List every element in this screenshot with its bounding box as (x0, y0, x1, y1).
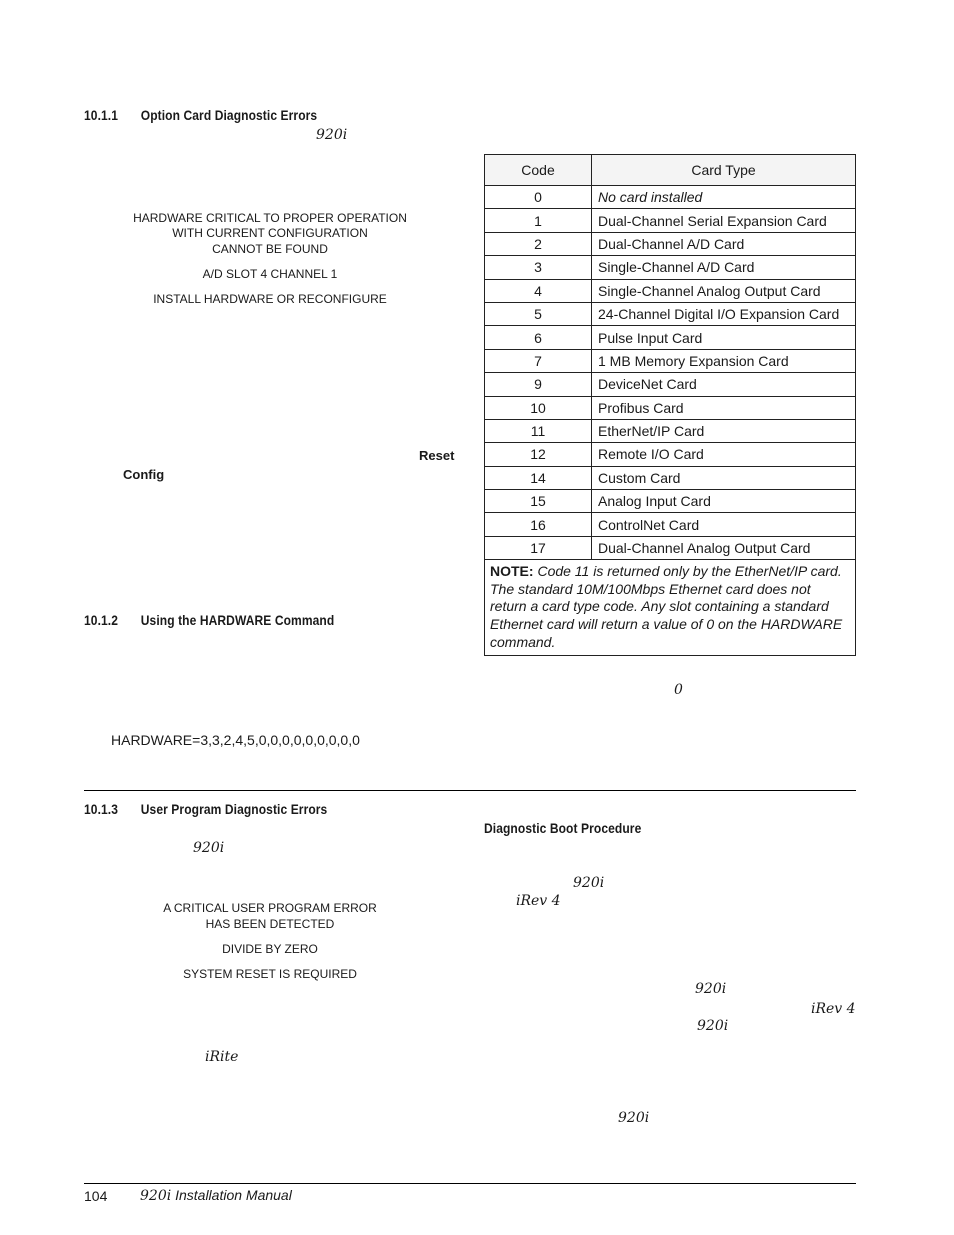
table-row (485, 279, 856, 302)
card-type-cell: ControlNet Card (592, 513, 856, 536)
product-name: 920i (618, 1110, 650, 1126)
table-row (485, 513, 856, 536)
table-row (485, 536, 856, 559)
zero-value: 0 (674, 682, 683, 698)
card-type-cell: 1 MB Memory Expansion Card (592, 349, 856, 372)
error-line: SYSTEM RESET IS REQUIRED (183, 967, 357, 981)
card-code-cell: 12 (485, 443, 592, 466)
footer-manual: Installation Manual (175, 1187, 292, 1203)
table-row (485, 419, 856, 442)
irite-name: iRite (205, 1049, 239, 1065)
hardware-command-example: HARDWARE=3,3,2,4,5,0,0,0,0,0,0,0,0,0 (111, 732, 360, 748)
table-row (485, 256, 856, 279)
irev-name: iRev 4 (516, 893, 561, 909)
column-header-card-type: Card Type (592, 155, 856, 186)
card-type-cell: Remote I/O Card (592, 443, 856, 466)
card-type-cell: Pulse Input Card (592, 326, 856, 349)
card-code-cell: 6 (485, 326, 592, 349)
error-line: INSTALL HARDWARE OR RECONFIGURE (153, 292, 387, 306)
table-row (485, 466, 856, 489)
table-row (485, 302, 856, 325)
card-code-cell: 14 (485, 466, 592, 489)
config-softkey-label: Config (123, 467, 165, 482)
error-line: CANNOT BE FOUND (212, 242, 328, 256)
card-type-cell: Analog Input Card (592, 490, 856, 513)
table-row (485, 373, 856, 396)
product-name: 920i (573, 875, 605, 891)
card-type-cell: No card installed (592, 186, 856, 209)
error-line: DIVIDE BY ZERO (222, 942, 318, 956)
note-label: NOTE: (490, 563, 534, 580)
section-heading-10-1-3: 10.1.3 User Program Diagnostic Errors (84, 801, 328, 817)
card-code-cell: 2 (485, 232, 592, 255)
table-row (485, 232, 856, 255)
card-code-cell: 1 (485, 209, 592, 232)
card-type-cell: Single-Channel A/D Card (592, 256, 856, 279)
product-name: 920i (697, 1018, 729, 1034)
card-code-cell: 15 (485, 490, 592, 513)
footer-product: 920i (140, 1188, 172, 1204)
diagnostic-boot-heading: Diagnostic Boot Procedure (484, 820, 642, 836)
table-header-row (485, 155, 856, 186)
error-line: HARDWARE CRITICAL TO PROPER OPERATION (133, 211, 407, 225)
card-code-cell: 17 (485, 536, 592, 559)
error-line: A/D SLOT 4 CHANNEL 1 (202, 267, 338, 281)
card-code-cell: 9 (485, 373, 592, 396)
table-row (485, 209, 856, 232)
product-name: 920i (695, 981, 727, 997)
table-row (485, 396, 856, 419)
card-code-cell: 11 (485, 419, 592, 442)
card-code-cell: 3 (485, 256, 592, 279)
card-code-cell: 0 (485, 186, 592, 209)
card-type-cell: Profibus Card (592, 396, 856, 419)
card-type-cell: Dual-Channel Serial Expansion Card (592, 209, 856, 232)
card-type-table (484, 154, 856, 656)
section-heading-10-1-2: 10.1.2 Using the HARDWARE Command (84, 612, 335, 628)
card-type-cell: Single-Channel Analog Output Card (592, 279, 856, 302)
irev-name: iRev 4 (811, 1001, 856, 1017)
table-note-row (485, 560, 856, 656)
table-row (485, 490, 856, 513)
card-code-cell: 4 (485, 279, 592, 302)
product-name: 920i (316, 127, 348, 143)
card-type-cell: DeviceNet Card (592, 373, 856, 396)
error-line: WITH CURRENT CONFIGURATION (172, 226, 368, 240)
card-type-cell: Custom Card (592, 466, 856, 489)
table-row (485, 326, 856, 349)
card-code-cell: 16 (485, 513, 592, 536)
footer-title (140, 1187, 292, 1204)
reset-softkey-label: Reset (419, 448, 455, 463)
product-name: 920i (193, 840, 225, 856)
page-number: 104 (84, 1188, 108, 1204)
column-header-code: Code (485, 155, 592, 186)
card-type-cell: 24-Channel Digital I/O Expansion Card (592, 302, 856, 325)
table-note (485, 560, 856, 656)
card-code-cell: 5 (485, 302, 592, 325)
card-type-cell: EtherNet/IP Card (592, 419, 856, 442)
table-row (485, 443, 856, 466)
error-line: HAS BEEN DETECTED (205, 917, 335, 931)
card-code-cell: 10 (485, 396, 592, 419)
table-row (485, 349, 856, 372)
section-heading-10-1-1: 10.1.1 Option Card Diagnostic Errors (84, 107, 318, 123)
footer-rule (84, 1183, 856, 1184)
section-divider (84, 790, 856, 791)
note-text: Code 11 is returned only by the EtherNet/IP card. The standard 10M/100Mbps Ethernet card does not return a card type code. Any slot containing a standard Ethernet card will return a value of 0 on the HARDWARE command. (490, 563, 843, 650)
card-type-cell: Dual-Channel A/D Card (592, 232, 856, 255)
card-code-cell: 7 (485, 349, 592, 372)
table-row (485, 186, 856, 209)
card-type-cell: Dual-Channel Analog Output Card (592, 536, 856, 559)
error-line: A CRITICAL USER PROGRAM ERROR (163, 901, 377, 915)
